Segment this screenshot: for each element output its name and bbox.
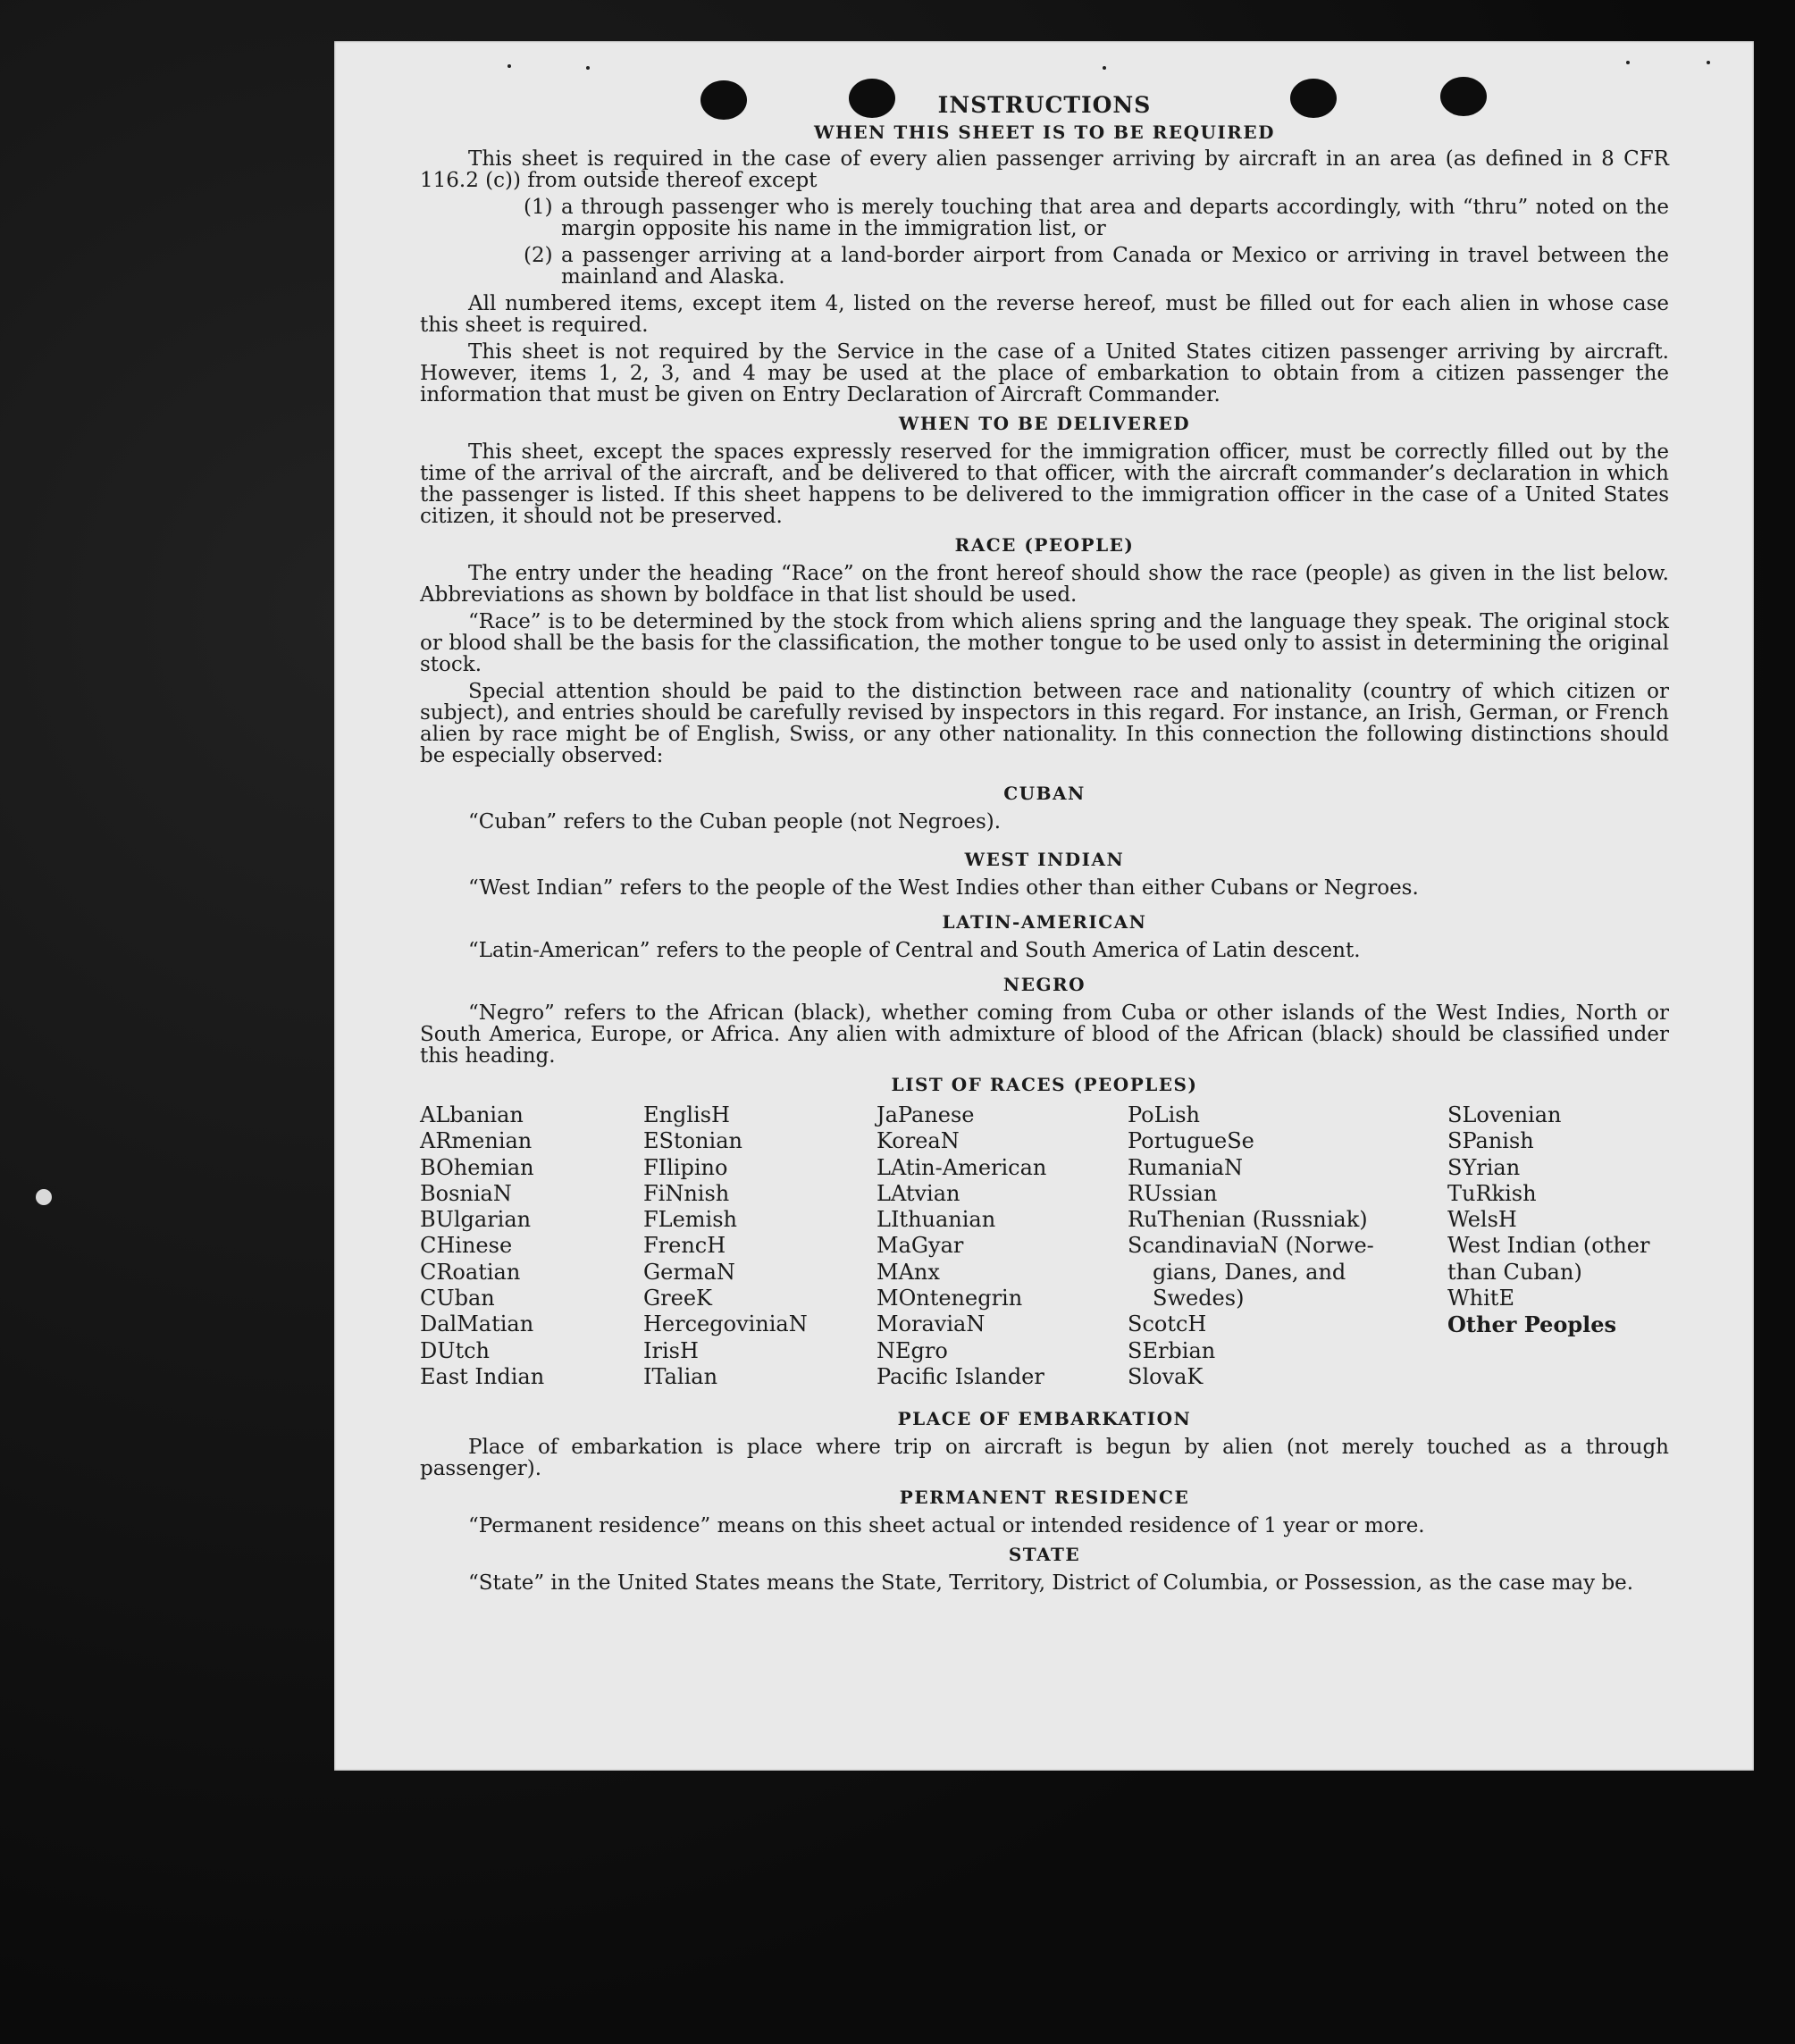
item-text: a passenger arriving at a land-border airport from Canada or Mexico or arriving in travel between the mainland and Alaska. (561, 244, 1669, 289)
scan-speck (1103, 66, 1106, 70)
section-heading-permanent-residence: PERMANENT RESIDENCE (899, 1487, 1190, 1508)
scan-speck (1707, 61, 1710, 64)
race-entry: MOntenegrin (877, 1286, 1023, 1311)
race-entry: DalMatian (420, 1311, 534, 1337)
section-heading-list-of-races: LIST OF RACES (PEOPLES) (891, 1074, 1198, 1095)
race-column (643, 1102, 808, 1390)
race-entry: CUban (420, 1286, 495, 1311)
race-entry: RuThenian (Russniak) (1128, 1207, 1368, 1233)
race-entry-continuation: than Cuban) (1447, 1259, 1582, 1285)
race-entry: BUlgarian (420, 1207, 532, 1233)
scan-speck (507, 64, 511, 68)
race-entry: LAtin-American (877, 1154, 1047, 1180)
section-heading-when-delivered: WHEN TO BE DELIVERED (898, 413, 1191, 434)
paragraph: Special attention should be paid to the distinction between race and nationality (country of which citizen or subject), and entries should be carefully revised by inspectors in this regard. For instance, an Irish, German, or French alien by race might be of English, Swiss, or any other nationality. In this connection the following distinctions should be especially observed: (420, 680, 1669, 767)
paragraph: “Negro” refers to the African (black), whether coming from Cuba or other islands of the West Indies, North or South America, Europe, or Africa. Any alien with admixture of blood of the African (black) should be classified under this heading. (420, 1001, 1669, 1068)
race-entry-continuation: gians, Danes, and (1153, 1259, 1346, 1285)
race-list (420, 1102, 1669, 1401)
race-entry: ScandinaviaN (Norwe- (1128, 1233, 1374, 1259)
race-entry: RUssian (1128, 1180, 1218, 1206)
race-entry: ScotcH (1128, 1311, 1207, 1337)
paragraph: “State” in the United States means the State, Territory, District of Columbia, or Possession, as the case may be. (468, 1571, 1634, 1595)
race-entry: ARmenian (420, 1128, 533, 1154)
race-entry: LAtvian (877, 1180, 960, 1206)
item-text: a through passenger who is merely touching that area and departs accordingly, with “thru” noted on the margin opposite his name in the immigration list, or (561, 196, 1669, 240)
section-heading-cuban: CUBAN (1003, 783, 1086, 804)
race-entry: WhitE (1447, 1286, 1514, 1311)
section-heading-west-indian: WEST INDIAN (964, 849, 1125, 870)
race-entry: GreeK (643, 1286, 712, 1311)
paragraph: “Latin-American” refers to the people of Central and South America of Latin descent. (468, 939, 1361, 962)
paragraph: This sheet is required in the case of every alien passenger arriving by aircraft in an area (as defined in 8 CFR 116.2 (c)) from outside thereof except (420, 147, 1669, 192)
scan-speck (36, 1189, 52, 1205)
race-entry: CRoatian (420, 1259, 521, 1285)
instructions-body (420, 92, 1669, 1595)
race-entry: NEgro (877, 1337, 948, 1363)
race-entry: JaPanese (877, 1102, 975, 1127)
race-entry: MAnx (877, 1259, 940, 1285)
race-column (1447, 1102, 1649, 1338)
race-entry: MoraviaN (877, 1311, 986, 1337)
race-entry: TuRkish (1447, 1180, 1537, 1206)
race-column (420, 1102, 544, 1390)
race-entry: East Indian (420, 1363, 545, 1389)
race-entry: MaGyar (877, 1233, 964, 1259)
scan-speck (1626, 61, 1630, 64)
race-entry: West Indian (other (1447, 1233, 1650, 1259)
race-entry: SLovenian (1447, 1102, 1562, 1127)
paragraph: “West Indian” refers to the people of the West Indies other than either Cubans or Negroes. (468, 876, 1419, 900)
race-entry: EnglisH (643, 1102, 730, 1127)
paragraph: “Race” is to be determined by the stock from which aliens spring and the language they speak. The original stock or blood shall be the basis for the classification, the mother tongue to be used only to assist in determining the original stock. (420, 610, 1669, 676)
section-heading-state: STATE (1008, 1544, 1081, 1565)
race-entry: FrencH (643, 1233, 726, 1259)
race-entry: SYrian (1447, 1154, 1521, 1180)
race-entry: FIlipino (643, 1154, 728, 1180)
race-entry: HercegoviniaN (643, 1311, 808, 1337)
numbered-item (524, 197, 1669, 239)
race-entry: BOhemian (420, 1154, 534, 1180)
paragraph: All numbered items, except item 4, listed on the reverse hereof, must be filled out for each alien in whose case this sheet is required. (420, 292, 1669, 337)
race-entry: BosniaN (420, 1180, 512, 1206)
race-entry: ALbanian (420, 1102, 524, 1127)
paragraph: This sheet, except the spaces expressly reserved for the immigration officer, must be correctly filled out by the time of the arrival of the aircraft, and be delivered to that officer, with the aircraft commander’s declaration in which the passenger is listed. If this sheet happens to be delivered to the immigration officer in the case of a United States citizen, it should not be preserved. (420, 440, 1669, 528)
race-entry: DUtch (420, 1337, 491, 1363)
race-entry: SPanish (1447, 1128, 1534, 1154)
race-entry: ITalian (643, 1363, 718, 1389)
race-entry: Other Peoples (1447, 1311, 1617, 1338)
item-number: (1) (524, 196, 553, 219)
paragraph: “Permanent residence” means on this sheet actual or intended residence of 1 year or more. (468, 1514, 1425, 1537)
race-column (1128, 1102, 1388, 1390)
section-heading-embarkation: PLACE OF EMBARKATION (897, 1408, 1192, 1429)
paragraph: The entry under the heading “Race” on the front hereof should show the race (people) as given in the list below. Abbreviations as shown by boldface in that list should be used. (420, 562, 1669, 607)
race-entry: GermaN (643, 1259, 735, 1285)
section-heading-latin-american: LATIN-AMERICAN (942, 911, 1147, 933)
race-entry: PortugueSe (1128, 1128, 1254, 1154)
section-heading-negro: NEGRO (1002, 974, 1086, 995)
numbered-item (524, 245, 1669, 288)
race-column (877, 1102, 1046, 1390)
paragraph: “Cuban” refers to the Cuban people (not Negroes). (468, 810, 1002, 834)
race-entry-continuation: Swedes) (1153, 1286, 1245, 1311)
race-entry: FLemish (643, 1207, 737, 1233)
race-entry: SlovaK (1128, 1363, 1204, 1389)
document-page (334, 41, 1754, 1771)
race-entry: SErbian (1128, 1337, 1216, 1363)
race-entry: Pacific Islander (877, 1363, 1044, 1389)
race-entry: KoreaN (877, 1128, 960, 1154)
race-entry: LIthuanian (877, 1207, 996, 1233)
section-heading-race: RACE (PEOPLE) (954, 534, 1135, 556)
section-heading-when-required: WHEN THIS SHEET IS TO BE REQUIRED (814, 121, 1275, 143)
race-entry: FiNnish (643, 1180, 730, 1206)
race-entry: PoLish (1128, 1102, 1201, 1127)
race-entry: EStonian (643, 1128, 742, 1154)
race-entry: IrisH (643, 1337, 699, 1363)
race-entry: WelsH (1447, 1207, 1517, 1233)
race-entry: CHinese (420, 1233, 513, 1259)
paragraph: Place of embarkation is place where trip on aircraft is begun by alien (not merely touched as a through passenger). (420, 1436, 1669, 1480)
scan-speck (586, 66, 590, 70)
page-title: INSTRUCTIONS (937, 92, 1152, 118)
item-number: (2) (524, 244, 553, 267)
paragraph: This sheet is not required by the Service in the case of a United States citizen passenger arriving by aircraft. However, items 1, 2, 3, and 4 may be used at the place of embarkation to obtain from a citizen passenger the information that must be given on Entry Declaration of Aircraft Commander. (420, 340, 1669, 406)
race-entry: RumaniaN (1128, 1154, 1244, 1180)
